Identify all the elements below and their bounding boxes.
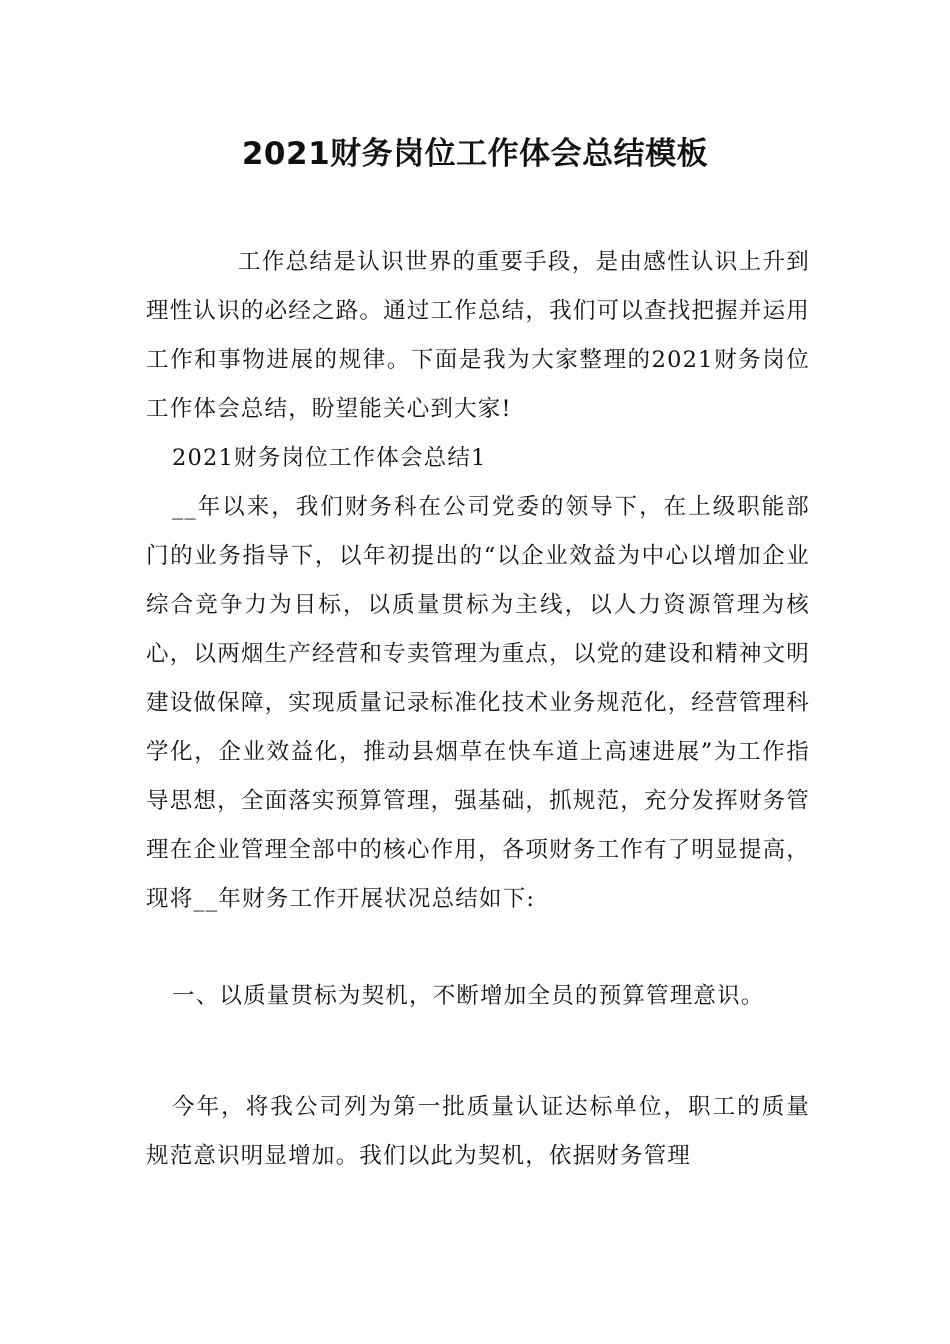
body-paragraph-2: 今年，将我公司列为第一批质量认证达标单位，职工的质量规范意识明显增加。我们以此为契机，依据财务管理 — [146, 1094, 810, 1169]
intro-paragraph: 工作总结是认识世界的重要手段，是由感性认识上升到理性认识的必经之路。通过工作总结，我们可以查找把握并运用工作和事物进展的规律。下面是我为大家整理的2021财务岗位工作体会总结，盼望能关心到大家! — [146, 249, 810, 422]
section-heading-1: 一、以质量贯标为契机，不断增加全员的预算管理意识。 — [172, 983, 765, 1009]
body-paragraph-1: __年以来，我们财务科在公司党委的领导下，在上级职能部门的业务指导下，以年初提出的“以企业效益为中心以增加企业综合竞争力为目标，以质量贯标为主线，以人力资源管理为核心，以两烟生产经营和专卖管理为重点，以党的建设和精神文明建设做保障，实现质量记录标准化技术业务规范化，经营管理科学化，企业效益化，推动县烟草在快车道上高速进展”为工作指导思想，全面落实预算管理，强基础，抓规范，充分发挥财务管理在企业管理全部中的核心作用，各项财务工作有了明显提高，现将__年财务工作开展状况总结如下: — [146, 494, 810, 912]
document-title: 2021财务岗位工作体会总结模板 — [241, 136, 709, 172]
section-title: 2021财务岗位工作体会总结1 — [172, 445, 487, 471]
